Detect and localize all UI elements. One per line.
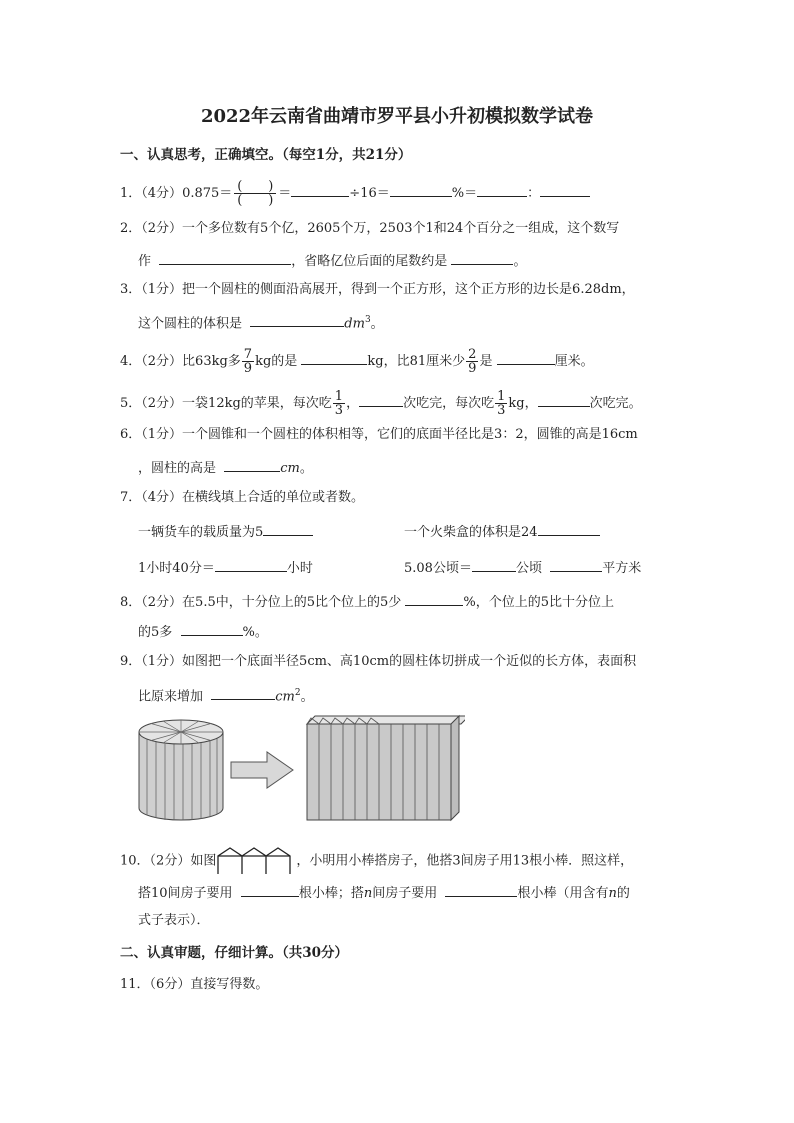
- answer-blank[interactable]: [224, 457, 280, 472]
- cuboid-illustration: [307, 716, 465, 820]
- question-2-line2: 作 ，省略亿位后面的尾数约是 。: [138, 250, 526, 271]
- answer-blank[interactable]: [159, 250, 291, 265]
- answer-blank[interactable]: [301, 350, 367, 365]
- answer-blank[interactable]: [497, 350, 555, 365]
- question-10-line2: 搭10间房子要用 根小棒；搭n间房子要用 根小棒（用含有n的: [138, 882, 630, 903]
- answer-blank[interactable]: [445, 882, 517, 897]
- question-7: 7．（4分）在横线填上合适的单位或者数。: [120, 490, 365, 505]
- question-8-line2: 的5多 %。: [138, 621, 268, 642]
- answer-blank[interactable]: [538, 392, 590, 407]
- question-4: 4．（2分）比63kg多 $\frac{7}{9}$ kg的是 kg，比81厘米少 $\frac{2}{9}$ 是 厘米。: [120, 347, 594, 376]
- answer-blank[interactable]: [263, 521, 313, 536]
- question-6: 6．（1分）一个圆锥和一个圆柱的体积相等，它们的底面半径比是3：2，圆锥的高是16cm: [120, 427, 638, 442]
- question-7-item-a: 一辆货车的载质量为5: [138, 521, 313, 542]
- question-9: 9．（1分）如图把一个底面半径5cm、高10cm的圆柱体切拼成一个近似的长方体，表面积: [120, 654, 637, 669]
- question-7-item-c: 1小时40分＝ 小时: [138, 557, 313, 578]
- stick-houses-icon: [216, 846, 296, 876]
- answer-blank[interactable]: [405, 591, 463, 606]
- answer-blank[interactable]: [538, 521, 600, 536]
- answer-blank[interactable]: [359, 392, 403, 407]
- question-5: 5．（2分）一袋12kg的苹果，每次吃 $\frac{1}{3}$ ， 次吃完，每次吃 $\frac{1}{3}$ kg， 次吃完。: [120, 389, 642, 418]
- page-title: 2022年云南省曲靖市罗平县小升初模拟数学试卷: [200, 106, 594, 127]
- section-2-heading: 二、认真审题，仔细计算。（共30分）: [120, 945, 349, 961]
- answer-blank[interactable]: [211, 685, 275, 700]
- answer-blank[interactable]: [477, 182, 527, 197]
- question-2: 2．（2分）一个多位数有5个亿，2605个万，2503个1和24个百分之一组成，这个数写: [120, 221, 620, 236]
- answer-blank[interactable]: [250, 312, 344, 327]
- blank-fraction[interactable]: ( ) ( ): [234, 180, 276, 207]
- question-9-line2: 比原来增加 $cm^2$。: [138, 684, 314, 706]
- answer-blank[interactable]: [181, 621, 243, 636]
- answer-blank[interactable]: [451, 250, 513, 265]
- question-7-item-b: 一个火柴盒的体积是24: [404, 521, 600, 542]
- question-6-line2: ，圆柱的高是 cm。: [138, 457, 313, 478]
- question-3: 3．（1分）把一个圆柱的侧面沿高展开，得到一个正方形，这个正方形的边长是6.28dm，: [120, 282, 635, 297]
- question-3-line2: 这个圆柱的体积是 $dm^3$。: [138, 311, 384, 333]
- answer-blank[interactable]: [390, 182, 452, 197]
- section-1-heading: 一、认真思考，正确填空。（每空1分，共21分）: [120, 147, 412, 163]
- cylinder-to-cuboid-figure: [135, 712, 465, 824]
- question-10: 10．（2分）如图 ，小明用小棒搭房子，他搭3间房子用13根小棒．照这样，: [120, 846, 633, 876]
- cylinder-illustration: [139, 720, 223, 820]
- question-1: 1．（4分）0.875＝ ( ) ( ) ＝ ÷16＝ %＝ ：: [120, 180, 590, 207]
- answer-blank[interactable]: [540, 182, 590, 197]
- answer-blank[interactable]: [550, 557, 602, 572]
- arrow-right-icon: [231, 752, 293, 788]
- question-11: 11．（6分）直接写得数。: [120, 977, 269, 992]
- question-8: 8．（2分）在5.5中，十分位上的5比个位上的5少 %，个位上的5比十分位上: [120, 591, 614, 612]
- answer-blank[interactable]: [472, 557, 516, 572]
- question-7-item-d: 5.08公顷＝ 公顷 平方米: [404, 557, 641, 578]
- answer-blank[interactable]: [291, 182, 349, 197]
- answer-blank[interactable]: [215, 557, 287, 572]
- question-10-line3: 式子表示）．: [138, 913, 210, 928]
- answer-blank[interactable]: [241, 882, 299, 897]
